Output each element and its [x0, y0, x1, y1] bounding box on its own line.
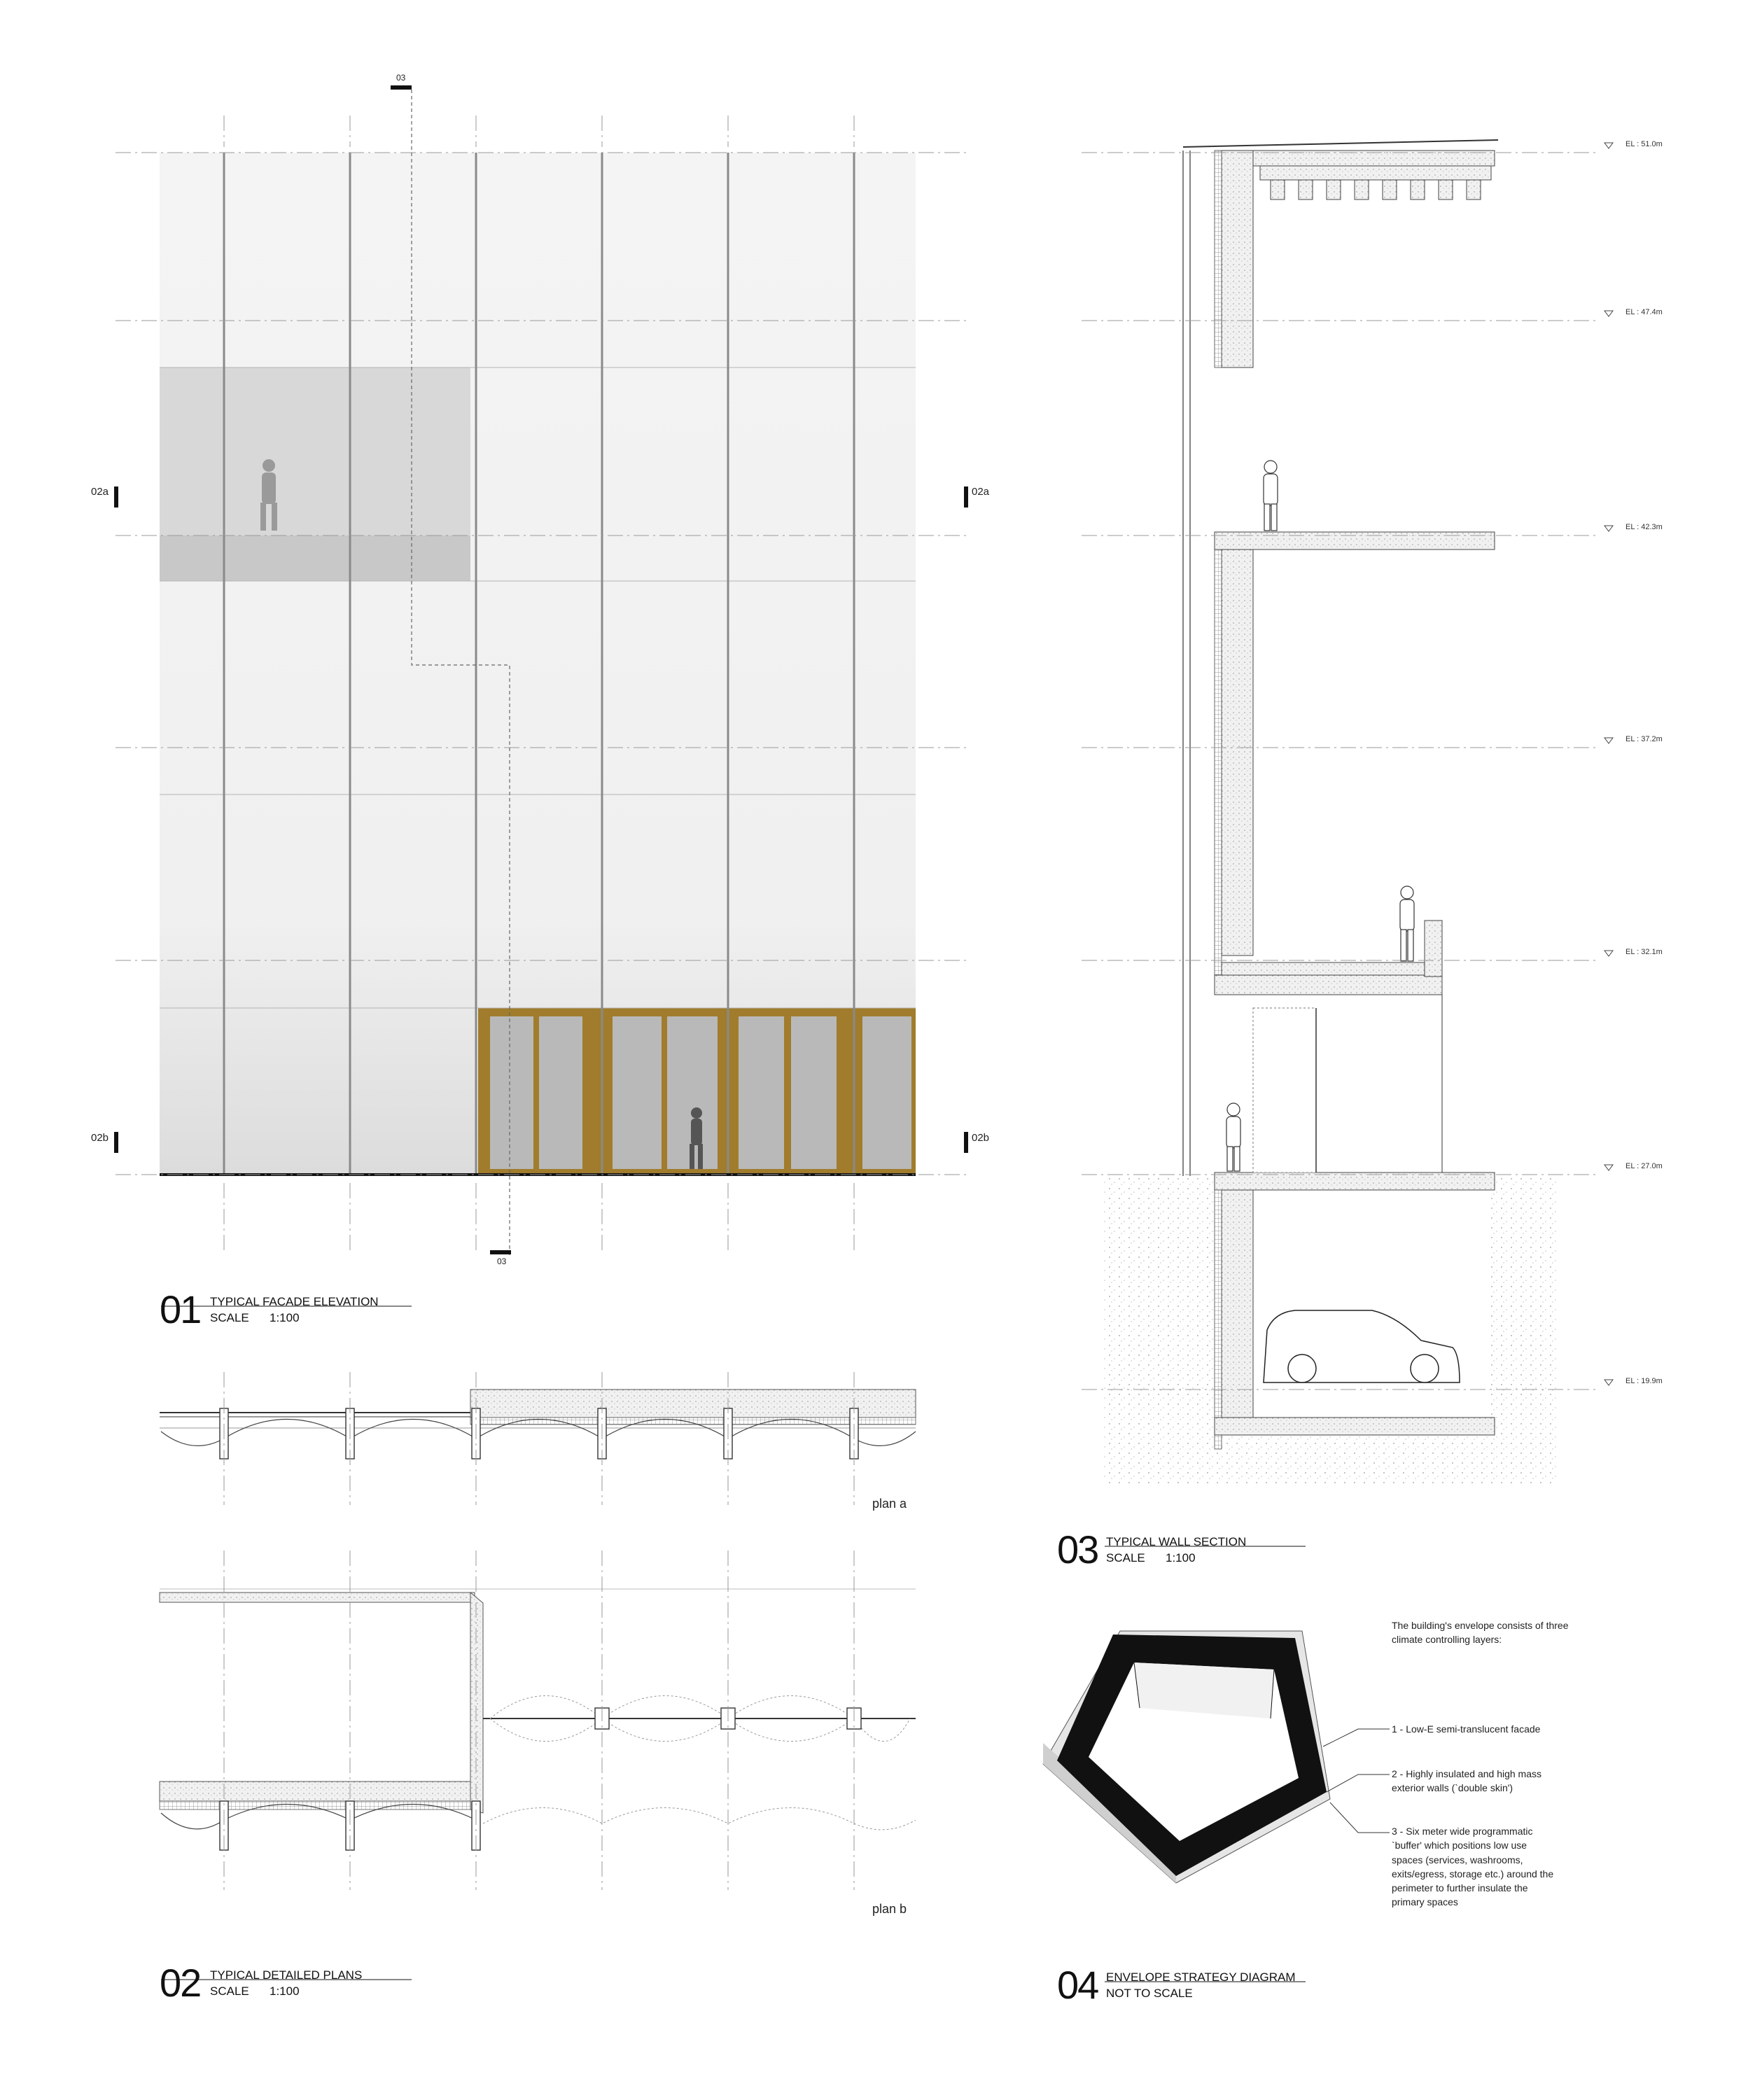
diagram-scale-label: NOT TO SCALE [1106, 1987, 1193, 2000]
diagram-number: 04 [1057, 1963, 1098, 2007]
plans-title: TYPICAL DETAILED PLANS [210, 1968, 363, 1982]
plans-scale-value: 1:100 [270, 1984, 300, 1998]
envelope-layer-2: 2 - Highly insulated and high mass exterior walls (`double skin') [1392, 1768, 1542, 1794]
plan-b-label: plan b [872, 1902, 907, 1916]
section-scale-value: 1:100 [1166, 1551, 1196, 1564]
plan-mark-b-left: 02b [91, 1132, 109, 1144]
level-label: EL : 37.2m [1625, 735, 1663, 743]
level-label: EL : 32.1m [1625, 948, 1663, 956]
facade-elevation [114, 85, 970, 1306]
wall-section [1082, 140, 1613, 1546]
plan-mark-a-right: 02a [972, 486, 990, 498]
plans-scale-label: SCALE [210, 1984, 249, 1998]
section-mark-bottom: 03 [497, 1256, 507, 1266]
level-label: EL : 19.9m [1625, 1377, 1663, 1385]
level-label: EL : 51.0m [1625, 140, 1663, 148]
elevation-scale-value: 1:100 [270, 1311, 300, 1324]
envelope-layer-3: 3 - Six meter wide programmatic `buffer' which positions low use spaces (services, washrooms, exits/egress, storage etc.) around the perimeter to further insulate the primary spaces [1392, 1826, 1554, 1908]
diagram-title: ENVELOPE STRATEGY DIAGRAM [1106, 1970, 1296, 1984]
level-label: EL : 27.0m [1625, 1162, 1663, 1170]
envelope-intro: The building's envelope consists of three climate controlling layers: [1392, 1620, 1569, 1646]
section-number: 03 [1057, 1527, 1098, 1572]
plan-b [160, 1550, 916, 1980]
plan-a-label: plan a [872, 1497, 907, 1511]
level-label: EL : 47.4m [1625, 308, 1663, 316]
plan-mark-b-right: 02b [972, 1132, 990, 1144]
elevation-number: 01 [160, 1287, 201, 1331]
plan-mark-a-left: 02a [91, 486, 109, 498]
plans-number: 02 [160, 1961, 201, 2005]
elevation-title: TYPICAL FACADE ELEVATION [210, 1295, 379, 1308]
envelope-diagram [1043, 1631, 1390, 1982]
section-title: TYPICAL WALL SECTION [1106, 1535, 1247, 1548]
section-scale-label: SCALE [1106, 1551, 1145, 1564]
elevation-scale-label: SCALE [210, 1311, 249, 1324]
envelope-layer-1: 1 - Low-E semi-translucent facade [1392, 1723, 1541, 1735]
level-label: EL : 42.3m [1625, 523, 1663, 531]
plan-a [160, 1372, 916, 1505]
section-mark-top: 03 [396, 73, 406, 83]
